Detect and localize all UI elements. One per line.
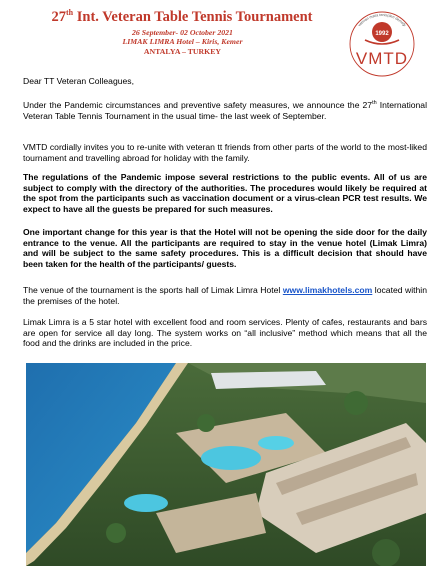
paragraph-important-change: One important change for this year is that the Hotel will not be opening the side door for the daily entrance to the venue. All the participants are required to stay in the venue hotel (Limak Limra) and will be subject to the same safety procedures. This is a difficult decision that should have been taken for the health of the participants/ guests.	[23, 227, 427, 269]
tree-cluster-1	[106, 523, 126, 543]
resort-aerial-photo	[26, 363, 426, 566]
logo-ring-text: veteran masa tenisçileri derneği	[357, 12, 407, 28]
paragraph-venue-a: The venue of the tournament is the sports hall of Limak Limra Hotel	[23, 285, 283, 295]
paragraph-announcement-b: International Veteran Table Tennis Tournament in the usual time- the last week of September.	[23, 100, 427, 121]
pool-3	[124, 494, 168, 512]
tournament-location: ANTALYA – TURKEY	[143, 47, 222, 56]
paragraph-announcement	[23, 100, 427, 121]
title-text: Int. Veteran Table Tennis Tournament	[73, 8, 313, 25]
tournament-title	[22, 8, 342, 26]
paragraph-hotel-description: Limak Limra is a 5 star hotel with excellent food and room services. Plenty of cafes, restaurants and bars are open for service all day long. The system works on “all inclusive” method which means that all the food and the drinks are included in the price.	[23, 317, 427, 349]
title-suffix: th	[66, 8, 74, 17]
paragraph-venue-b: located within the premises of the hotel.	[23, 285, 427, 306]
pool-2	[258, 436, 294, 450]
pool-1	[201, 446, 261, 470]
title-number: 27	[51, 8, 67, 25]
tournament-hotel: LIMAK LIMRA Hotel – Kiris, Kemer	[122, 37, 243, 46]
paragraph-announcement-a: Under the Pandemic circumstances and preventive safety measures, we announce the 27	[23, 100, 373, 110]
tree-cluster-3	[344, 391, 368, 415]
paragraph-announcement-sup: th	[372, 100, 377, 107]
logo-year: 1992	[375, 31, 389, 37]
salutation: Dear TT Veteran Colleagues,	[23, 76, 134, 86]
paragraph-invitation: VMTD cordially invites you to re-unite with veteran tt friends from other parts of the world to the most-liked tournament and travelling abroad for holiday with the family.	[23, 142, 427, 163]
tree-cluster-2	[197, 414, 215, 432]
logo-letters: VMTD	[355, 49, 409, 68]
tree-cluster-4	[372, 539, 400, 566]
hotel-website-link[interactable]: www.limakhotels.com	[282, 285, 373, 295]
paragraph-venue	[23, 285, 427, 306]
paragraph-regulations: The regulations of the Pandemic impose several restrictions to the public events. All of us are subject to comply with the directory of the authorities. The procedures would likely be required at the spot from the participants such as vaccination document or a virus-clean PCR test results. We expect to have all the guests be prepared for such measures.	[23, 172, 427, 214]
tournament-dates: 26 September- 02 October 2021	[132, 28, 233, 37]
